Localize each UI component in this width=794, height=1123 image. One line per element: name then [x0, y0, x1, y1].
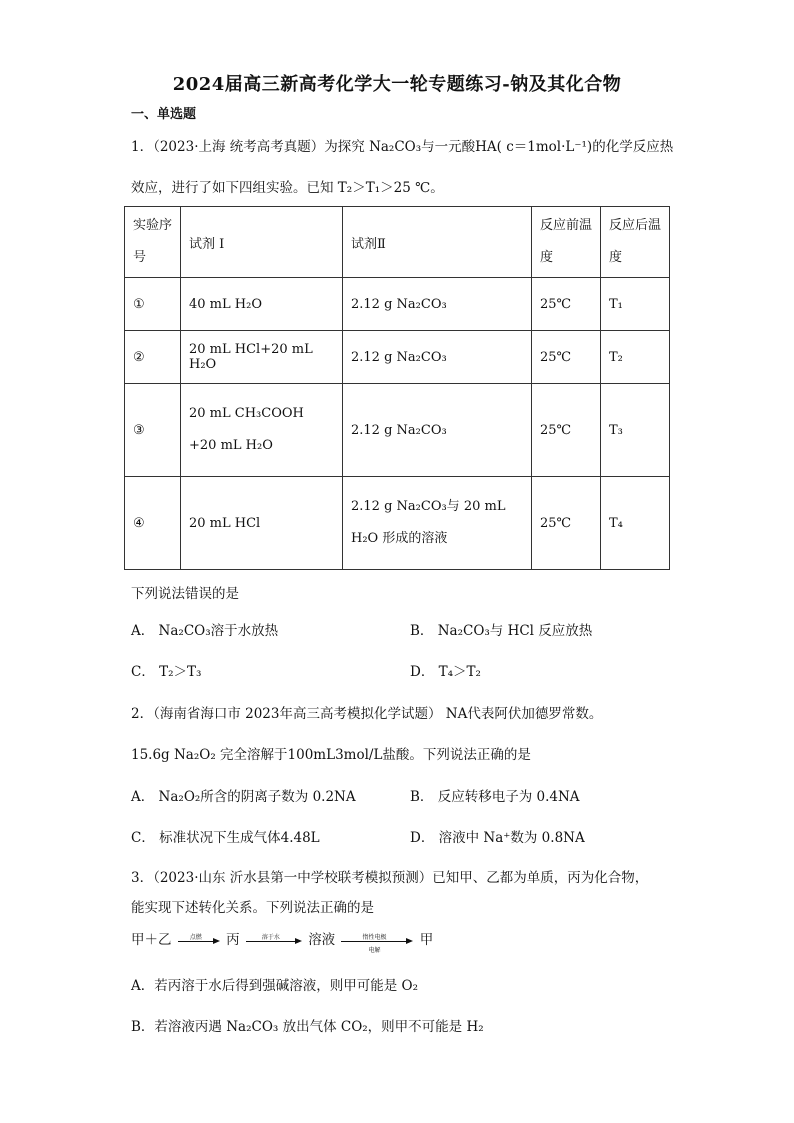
q2-option-c: C． 标准状况下生成气体4.48L — [131, 830, 320, 846]
table-cell-no: ④ — [125, 477, 181, 570]
table-cell-temp-after: T₃ — [601, 384, 670, 477]
q1-option-a: A． Na₂CO₃溶于水放热 — [131, 623, 279, 639]
q3-line2: 能实现下述转化关系。下列说法正确的是 — [131, 900, 374, 916]
reaction-reactants: 甲＋乙 — [131, 932, 172, 948]
table-cell-temp-before: 25℃ — [532, 331, 601, 384]
q1-stem: 下列说法错误的是 — [131, 586, 239, 602]
q1-option-d: D． T₄＞T₂ — [410, 664, 481, 680]
experiment-table — [124, 206, 670, 570]
section-heading: 一、单选题 — [131, 107, 197, 122]
table-header-cell: 反应后温度 — [601, 207, 670, 278]
table-header-cell: 实验序号 — [125, 207, 181, 278]
q2-option-b: B． 反应转移电子为 0.4NA — [410, 789, 580, 805]
arrow-condition-label: 惰性电极 — [362, 933, 387, 941]
reaction-arrow-icon — [178, 933, 220, 949]
reaction-arrow-icon — [341, 933, 413, 954]
table-cell-no: ① — [125, 278, 181, 331]
table-cell-reagent2: 2.12 g Na₂CO₃ — [343, 278, 532, 331]
arrow-condition-label: 电解 — [368, 946, 381, 954]
table-cell-temp-after: T₂ — [601, 331, 670, 384]
table-cell-no: ② — [125, 331, 181, 384]
table-cell-reagent1: 20 mL HCl — [181, 477, 343, 570]
table-row — [125, 384, 670, 477]
table-row — [125, 477, 670, 570]
table-header-cell: 试剂Ⅱ — [343, 207, 532, 278]
table-cell-reagent2: 2.12 g Na₂CO₃ — [343, 331, 532, 384]
q1-option-b: B． Na₂CO₃与 HCl 反应放热 — [410, 623, 593, 639]
q3-line1: 3．（2023·山东 沂水县第一中学校联考模拟预测）已知甲、乙都为单质，丙为化合物， — [131, 870, 649, 886]
table-cell-temp-before: 25℃ — [532, 384, 601, 477]
table-cell-no: ③ — [125, 384, 181, 477]
q2-option-d: D． 溶液中 Na⁺数为 0.8NA — [410, 830, 585, 846]
table-cell-reagent2: 2.12 g Na₂CO₃ — [343, 384, 532, 477]
q3-option-b: B．若溶液丙遇 Na₂CO₃ 放出气体 CO₂，则甲不可能是 H₂ — [131, 1019, 484, 1035]
reaction-arrow-icon — [246, 933, 302, 949]
table-row — [125, 278, 670, 331]
reaction-final-product: 甲 — [419, 932, 434, 948]
q1-option-c: C． T₂＞T₃ — [131, 664, 202, 680]
q1-line2: 效应，进行了如下四组实验。已知 T₂＞T₁＞25 ℃。 — [131, 180, 444, 196]
table-cell-reagent2: 2.12 g Na₂CO₃与 20 mL H₂O 形成的溶液 — [343, 477, 532, 570]
q2-line2: 15.6g Na₂O₂ 完全溶解于100mL3mol/L盐酸。下列说法正确的是 — [131, 747, 531, 763]
q2-line1: 2．（海南省海口市 2023年高三高考模拟化学试题） NA代表阿伏加德罗常数。 — [131, 706, 603, 722]
reaction-solution: 溶液 — [308, 932, 336, 948]
table-cell-reagent1: 20 mL CH₃COOH +20 mL H₂O — [181, 384, 343, 477]
reaction-scheme — [131, 928, 434, 954]
table-cell-reagent1: 20 mL HCl+20 mL H₂O — [181, 331, 343, 384]
table-cell-temp-after: T₄ — [601, 477, 670, 570]
table-header-cell: 试剂 I — [181, 207, 343, 278]
table-cell-reagent1: 40 mL H₂O — [181, 278, 343, 331]
q3-option-a: A．若丙溶于水后得到强碱溶液，则甲可能是 O₂ — [131, 978, 419, 994]
table-cell-temp-before: 25℃ — [532, 278, 601, 331]
table-header-row — [125, 207, 670, 278]
table-header-cell: 反应前温度 — [532, 207, 601, 278]
q2-option-a: A． Na₂O₂所含的阴离子数为 0.2NA — [131, 789, 356, 805]
arrow-condition-label: 点燃 — [189, 933, 202, 941]
q1-line1: 1．（2023·上海 统考高考真题）为探究 Na₂CO₃与一元酸HA( c＝1mol·L⁻¹)的化学反应热 — [131, 139, 674, 155]
arrow-condition-label: 溶于水 — [261, 933, 280, 941]
reaction-product-c: 丙 — [226, 932, 240, 948]
document-title: 2024届高三新高考化学大一轮专题练习-钠及其化合物 — [172, 74, 622, 95]
table-cell-temp-after: T₁ — [601, 278, 670, 331]
table-row — [125, 331, 670, 384]
table-cell-temp-before: 25℃ — [532, 477, 601, 570]
